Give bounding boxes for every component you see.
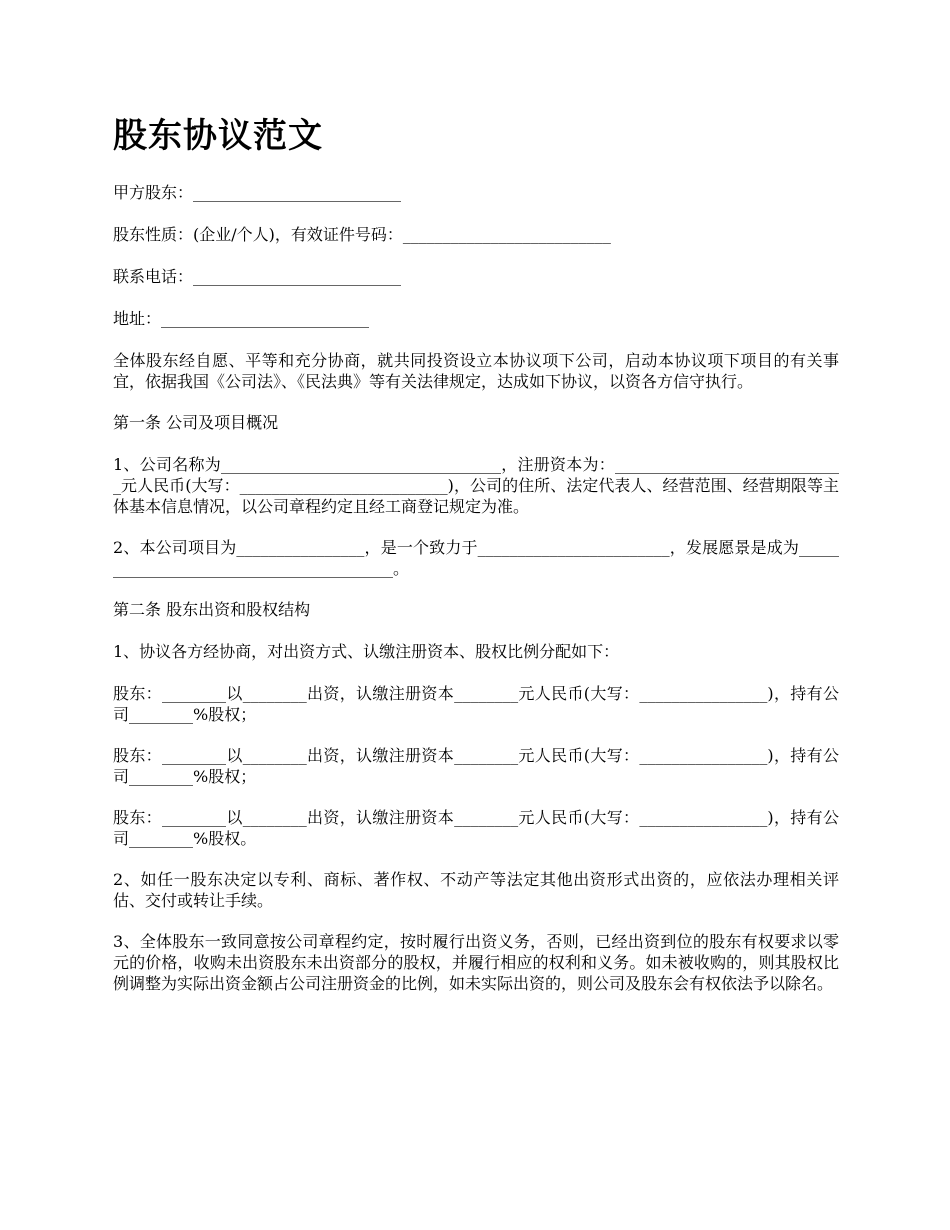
address-line: 地址：__________________________ (113, 309, 370, 328)
preamble-paragraph: 全体股东经自愿、平等和充分协商，就共同投资设立本协议项下公司，启动本协议项下项目的有关事宜，依据我国《公司法》、《民法典》等有关法律规定，达成如下协议，以资各方信守执行。 (113, 351, 839, 391)
shareholder-nature-line: 股东性质：(企业/个人)，有效证件号码：__________________________ (113, 225, 611, 244)
article-2-clause-2: 2、如任一股东决定以专利、商标、著作权、不动产等法定其他出资形式出资的，应依法办理相关评估、交付或转让手续。 (113, 870, 839, 910)
shareholder-entry: 股东：________以________出资，认缴注册资本________元人民币(大写：________________)，持有公司________%股权。 (113, 808, 839, 848)
shareholder-entry: 股东：________以________出资，认缴注册资本________元人民币(大写：________________)，持有公司________%股权； (113, 684, 839, 724)
article-1-clause-1: 1、公司名称为___________________________________，注册资本为：_____________________________元人民币(大写：__________________________)，公司的住所、法定代表人、经营范围、经营期限等主体基本信息情况，以公司章程约定且经工商登记规定为准。 (113, 455, 839, 516)
shareholder-entry: 股东：________以________出资，认缴注册资本________元人民币(大写：________________)，持有公司________%股权； (113, 746, 839, 786)
document-page (113, 112, 839, 1014)
article-1-clause-2: 2、本公司项目为________________，是一个致力于________________________，发展愿景是成为________________________________________。 (113, 538, 839, 578)
article-1-heading: 第一条 公司及项目概况 (113, 413, 279, 432)
article-2-heading: 第二条 股东出资和股权结构 (113, 600, 311, 619)
document-title: 股东协议范文 (113, 116, 323, 156)
article-2-clause-3: 3、全体股东一致同意按公司章程约定，按时履行出资义务，否则，已经出资到位的股东有权要求以零元的价格，收购未出资股东未出资部分的股权，并履行相应的权利和义务。如未被收购的，则其股权比例调整为实际出资金额占公司注册资金的比例，如未实际出资的，则公司及股东会有权依法予以除名。 (113, 932, 839, 993)
party-a-shareholder-line: 甲方股东：__________________________ (113, 183, 402, 202)
phone-line: 联系电话：__________________________ (113, 267, 402, 286)
article-2-clause-1: 1、协议各方经协商，对出资方式、认缴注册资本、股权比例分配如下： (113, 642, 620, 661)
